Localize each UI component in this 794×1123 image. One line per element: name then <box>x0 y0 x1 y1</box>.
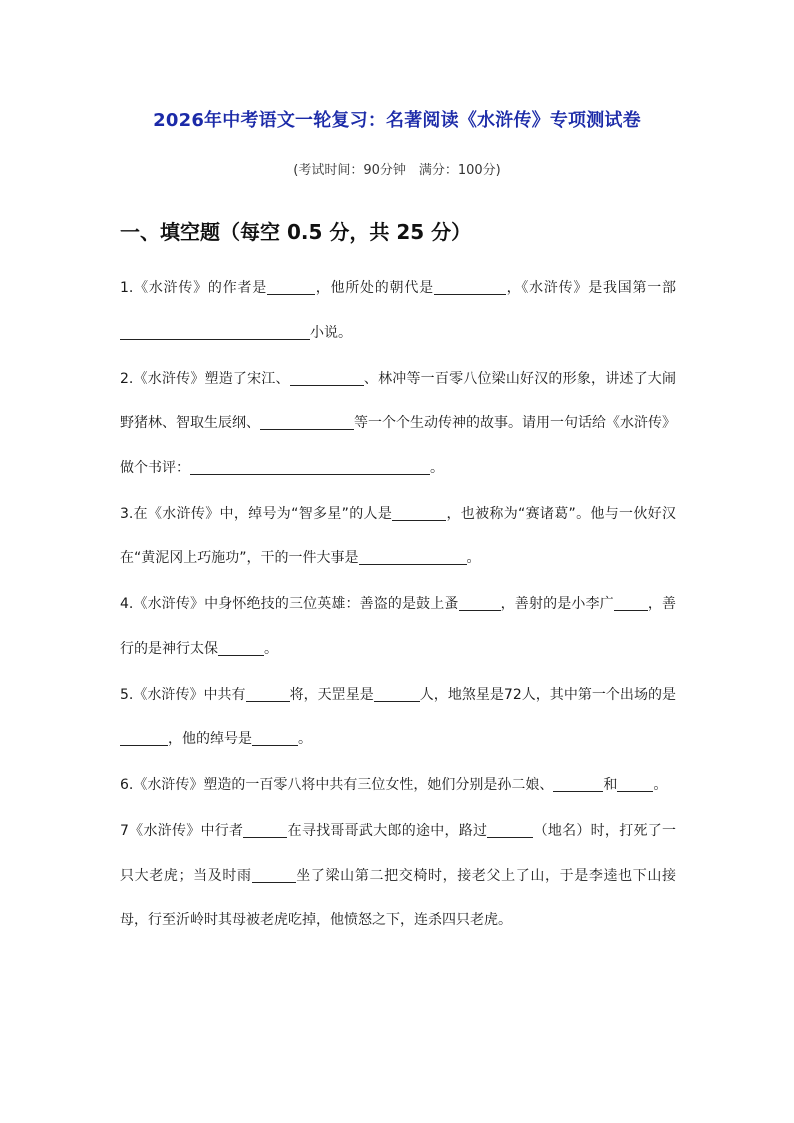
question-text: 等一个个生动传神的故事。请用一句话给《水浒传》做个书评： <box>120 415 676 476</box>
answer-blank[interactable] <box>252 731 298 746</box>
question-text: 人，地煞星是72人，其中第一个出场的是 <box>419 686 676 703</box>
question-list <box>120 266 676 944</box>
answer-blank[interactable] <box>252 868 296 883</box>
question-text: 和 <box>603 777 618 793</box>
answer-blank[interactable] <box>290 371 364 386</box>
question-7 <box>120 809 676 943</box>
question-4 <box>120 582 676 671</box>
answer-blank[interactable] <box>120 731 168 746</box>
answer-blank[interactable] <box>614 596 648 611</box>
question-text: （地名）时，打死了一只大老虎；当及时雨 <box>120 823 676 884</box>
question-text: 4.《水浒传》中身怀绝技的三位英雄：善盗的是鼓上蚤 <box>120 596 459 612</box>
question-5 <box>120 673 676 762</box>
question-text: 。 <box>264 640 278 657</box>
answer-blank[interactable] <box>617 777 653 792</box>
question-text: 7《水浒传》中行者 <box>120 823 244 839</box>
answer-blank[interactable] <box>359 550 467 565</box>
answer-blank[interactable] <box>392 506 446 521</box>
answer-blank[interactable] <box>487 823 533 838</box>
question-text: 2.《水浒传》塑造了宋江、 <box>120 370 290 387</box>
answer-blank[interactable] <box>374 687 420 702</box>
question-text: ，也被称为“赛诸葛”。他与一伙好汉在“黄泥冈上巧施功”，干的一件大事是 <box>120 505 676 566</box>
exam-info: (考试时间：90分钟 满分：100分) <box>293 163 501 178</box>
question-text: ，《水浒传》是我国第一部 <box>505 280 677 296</box>
question-text: 小说。 <box>310 324 352 341</box>
question-text: 1.《水浒传》的作者是 <box>120 280 267 296</box>
question-text: 。 <box>466 550 481 566</box>
answer-blank[interactable] <box>190 460 430 475</box>
question-text: 、林冲等一百零八位梁山好汉的形象，讲述了大闹野猪林、智取生辰纲、 <box>120 370 676 431</box>
answer-blank[interactable] <box>260 415 354 430</box>
answer-blank[interactable] <box>434 280 506 295</box>
answer-blank[interactable] <box>218 641 264 656</box>
question-3 <box>120 492 676 581</box>
question-6 <box>120 763 676 808</box>
answer-blank[interactable] <box>553 777 603 792</box>
answer-blank[interactable] <box>120 325 310 340</box>
document-title: 2026年中考语文一轮复习：名著阅读《水浒传》专项测试卷 <box>153 110 641 131</box>
question-text: 坐了梁山第二把交椅时，接老父上了山，于是李逵也下山接母，行至沂岭时其母被老虎吃掉，他愤怒之下，连杀四只老虎。 <box>120 867 677 928</box>
question-text: ，善行的是神行太保 <box>120 596 677 657</box>
answer-blank[interactable] <box>243 823 287 838</box>
question-text: 将，天罡星是 <box>289 686 374 703</box>
question-text: 。 <box>653 777 668 793</box>
question-1 <box>120 266 676 355</box>
answer-blank[interactable] <box>267 280 315 295</box>
question-text: ，他的绰号是 <box>168 731 252 747</box>
question-text: 。 <box>430 459 444 476</box>
question-text: ，他所处的朝代是 <box>314 280 434 296</box>
question-text: 5.《水浒传》中共有 <box>120 686 246 703</box>
question-2 <box>120 357 676 491</box>
section-heading-fill-blank: 一、填空题（每空 0.5 分，共 25 分） <box>120 220 472 244</box>
answer-blank[interactable] <box>246 687 290 702</box>
question-text: 。 <box>298 731 312 747</box>
question-text: 3.在《水浒传》中，绰号为“智多星”的人是 <box>120 505 393 522</box>
question-text: 6.《水浒传》塑造的一百零八将中共有三位女性，她们分别是孙二娘、 <box>120 777 554 793</box>
answer-blank[interactable] <box>459 596 501 611</box>
question-text: 在寻找哥哥武大郎的途中，路过 <box>287 823 488 839</box>
question-text: ，善射的是小李广 <box>500 596 614 612</box>
